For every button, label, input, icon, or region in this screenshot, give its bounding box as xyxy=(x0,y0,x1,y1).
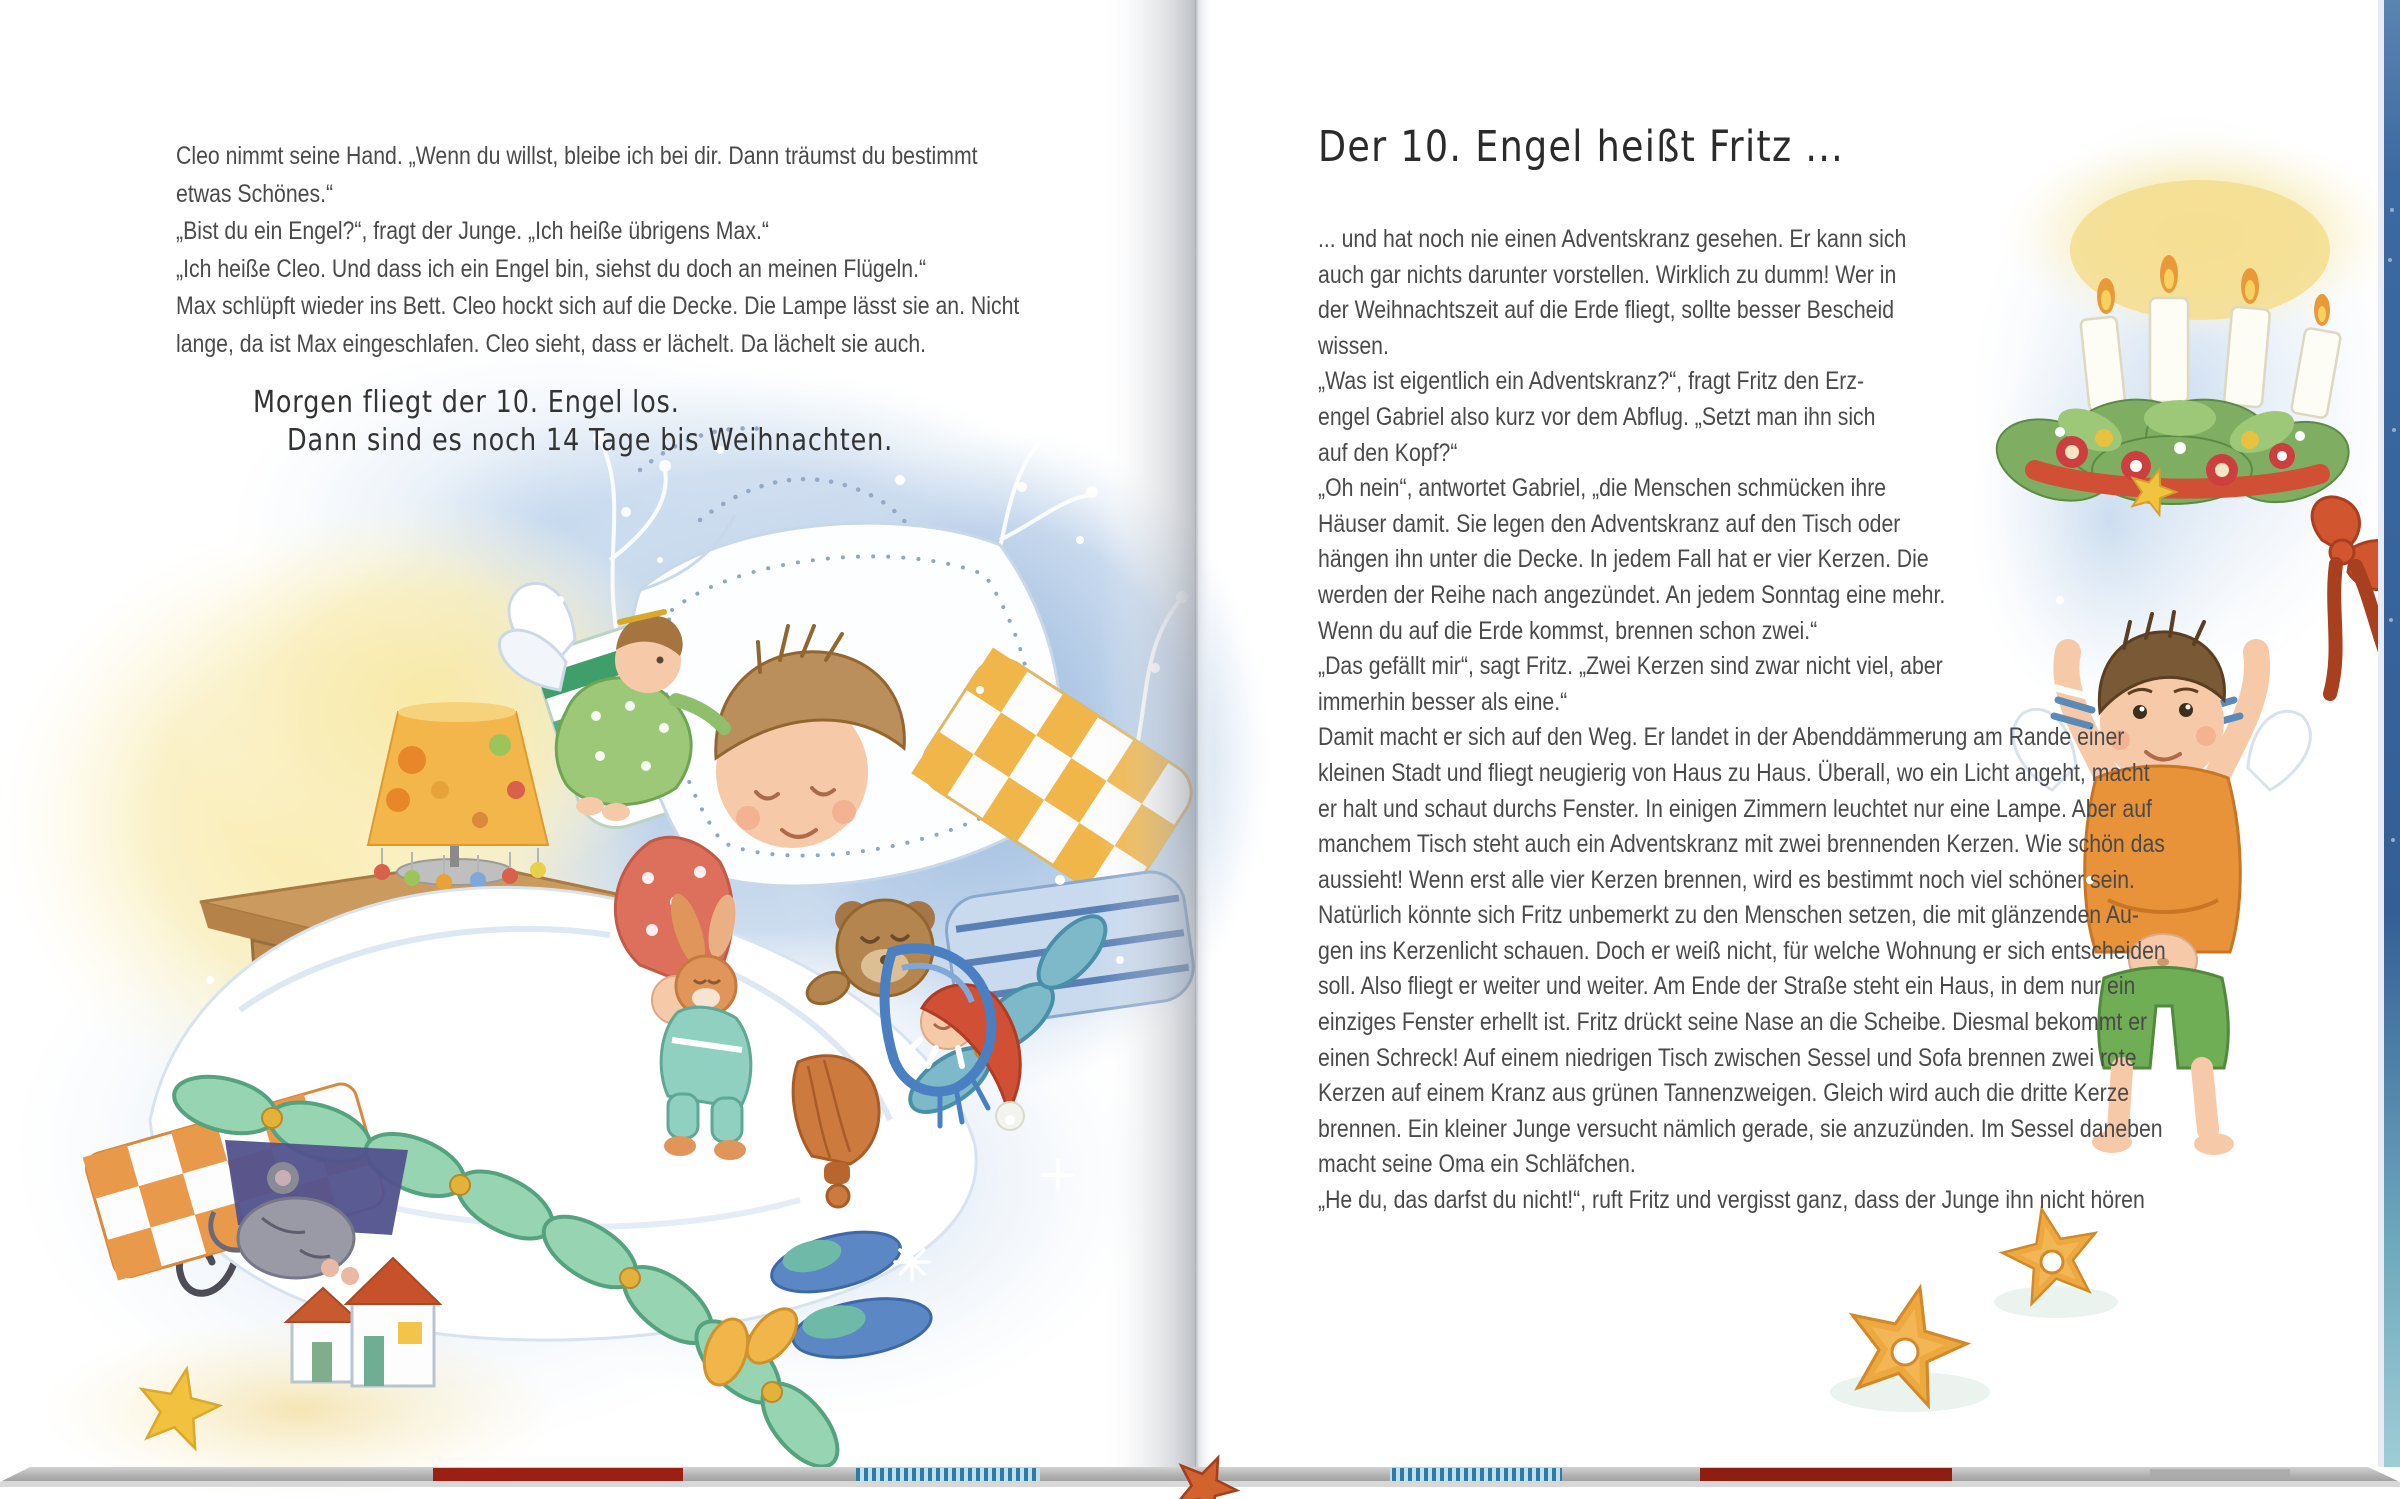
text-line: auf den Kopf?“ xyxy=(1318,438,1458,467)
text-line: hängen ihn unter die Decke. In jedem Fall hat er vier Kerzen. Die xyxy=(1318,545,1929,574)
text-line: etwas Schönes.“ xyxy=(176,179,334,208)
left-page-caption xyxy=(253,384,893,460)
left-illustration xyxy=(0,340,1270,1499)
text-line: „Oh nein“, antwortet Gabriel, „die Menschen schmücken ihre xyxy=(1318,474,1887,503)
text-line: gen ins Kerzenlicht schauen. Doch er weiß nicht, für welche Wohnung er sich entscheiden xyxy=(1318,936,2166,965)
text-line: kleinen Stadt und fliegt neugierig von Haus zu Haus. Überall, wo ein Licht angeht, macht xyxy=(1318,758,2150,787)
text-line: ... und hat noch nie einen Adventskranz gesehen. Er kann sich xyxy=(1318,225,1907,253)
text-line: manchem Tisch steht auch ein Adventskranz mit zwei brennenden Kerzen. Wie schön das xyxy=(1318,830,2165,859)
chapter-heading: Der 10. Engel heißt Fritz ... xyxy=(1318,122,1845,172)
text-line: „Was ist eigentlich ein Adventskranz?“, fragt Fritz den Erz- xyxy=(1318,367,1865,396)
text-line: soll. Also fliegt er weiter und weiter. Am Ende der Straße steht ein Haus, in dem nur ein xyxy=(1318,972,2136,1001)
text-line: der Weihnachtszeit auf die Erde fliegt, sollte besser Bescheid xyxy=(1318,296,1895,325)
text-line: einen Schreck! Auf einem niedrigen Tisch zwischen Sessel und Sofa brennen zwei rote xyxy=(1318,1043,2137,1072)
text-line: Max schlüpft wieder ins Bett. Cleo hockt sich auf die Decke. Die Lampe lässt sie an. Nicht xyxy=(176,292,1020,320)
text-line: lange, da ist Max eingeschlafen. Cleo sieht, dass er lächelt. Da lächelt sie auch. xyxy=(176,329,927,358)
text-line: aussieht! Wenn erst alle vier Kerzen brennen, wird es bestimmt noch viel schöner sein. xyxy=(1318,865,2135,894)
text-line: er halt und schaut durchs Fenster. In einigen Zimmern leuchtet nur eine Lampe. Aber auf xyxy=(1318,794,2152,823)
text-line: „He du, das darfst du nicht!“, ruft Fritz und vergisst ganz, dass der Junge ihn nicht hören xyxy=(1318,1186,2145,1215)
text-line: Kerzen auf einem Kranz aus grünen Tannenzweigen. Gleich wird auch die dritte Kerze xyxy=(1318,1079,2130,1108)
caption-line: Morgen fliegt der 10. Engel los. xyxy=(253,385,680,420)
right-page-paragraph xyxy=(1318,222,2166,1219)
caption-line: Dann sind es noch 14 Tage bis Weihnachten. xyxy=(287,423,894,458)
text-line: „Ich heiße Cleo. Und dass ich ein Engel bin, siehst du doch an meinen Flügeln.“ xyxy=(176,254,927,283)
right-cover-edge xyxy=(2378,0,2400,1467)
text-line: macht seine Oma ein Schläfchen. xyxy=(1318,1150,1636,1179)
star-cookies xyxy=(1830,1199,2118,1412)
gutter-shadow xyxy=(1100,0,1214,1470)
text-line: Damit macht er sich auf den Weg. Er landet in der Abenddämmerung am Rande einer xyxy=(1318,723,2125,752)
text-line: Häuser damit. Sie legen den Adventskranz auf den Tisch oder xyxy=(1318,509,1901,538)
left-page-paragraph xyxy=(176,138,1019,363)
text-line: einziges Fenster erhellt ist. Fritz drückt seine Nase an die Scheibe. Diesmal bekommt er xyxy=(1318,1008,2148,1037)
text-line: werden der Reihe nach angezündet. An jedem Sonntag eine mehr. xyxy=(1318,580,1946,609)
text-line: „Das gefällt mir“, sagt Fritz. „Zwei Kerzen sind zwar nicht viel, aber xyxy=(1318,652,1943,681)
text-line: Natürlich könnte sich Fritz unbemerkt zu den Menschen setzen, die mit glänzenden Au- xyxy=(1318,901,2139,930)
text-line: immerhin besser als eine.“ xyxy=(1318,687,1568,716)
text-line: brennen. Ein kleiner Junge versucht nämlich gerade, sie anzuzünden. Im Sessel daneben xyxy=(1318,1114,2163,1143)
text-line: Wenn du auf die Erde kommst, brennen schon zwei.“ xyxy=(1318,616,1818,645)
text-line: auch gar nichts darunter vorstellen. Wirklich zu dumm! Wer in xyxy=(1318,260,1897,289)
text-line: Cleo nimmt seine Hand. „Wenn du willst, bleibe ich bei dir. Dann träumst du bestimmt xyxy=(176,142,978,170)
text-line: wissen. xyxy=(1318,331,1389,360)
text-line: engel Gabriel also kurz vor dem Abflug. „Setzt man ihn sich xyxy=(1318,402,1876,431)
text-line: „Bist du ein Engel?“, fragt der Junge. „Ich heiße übrigens Max.“ xyxy=(176,217,769,245)
